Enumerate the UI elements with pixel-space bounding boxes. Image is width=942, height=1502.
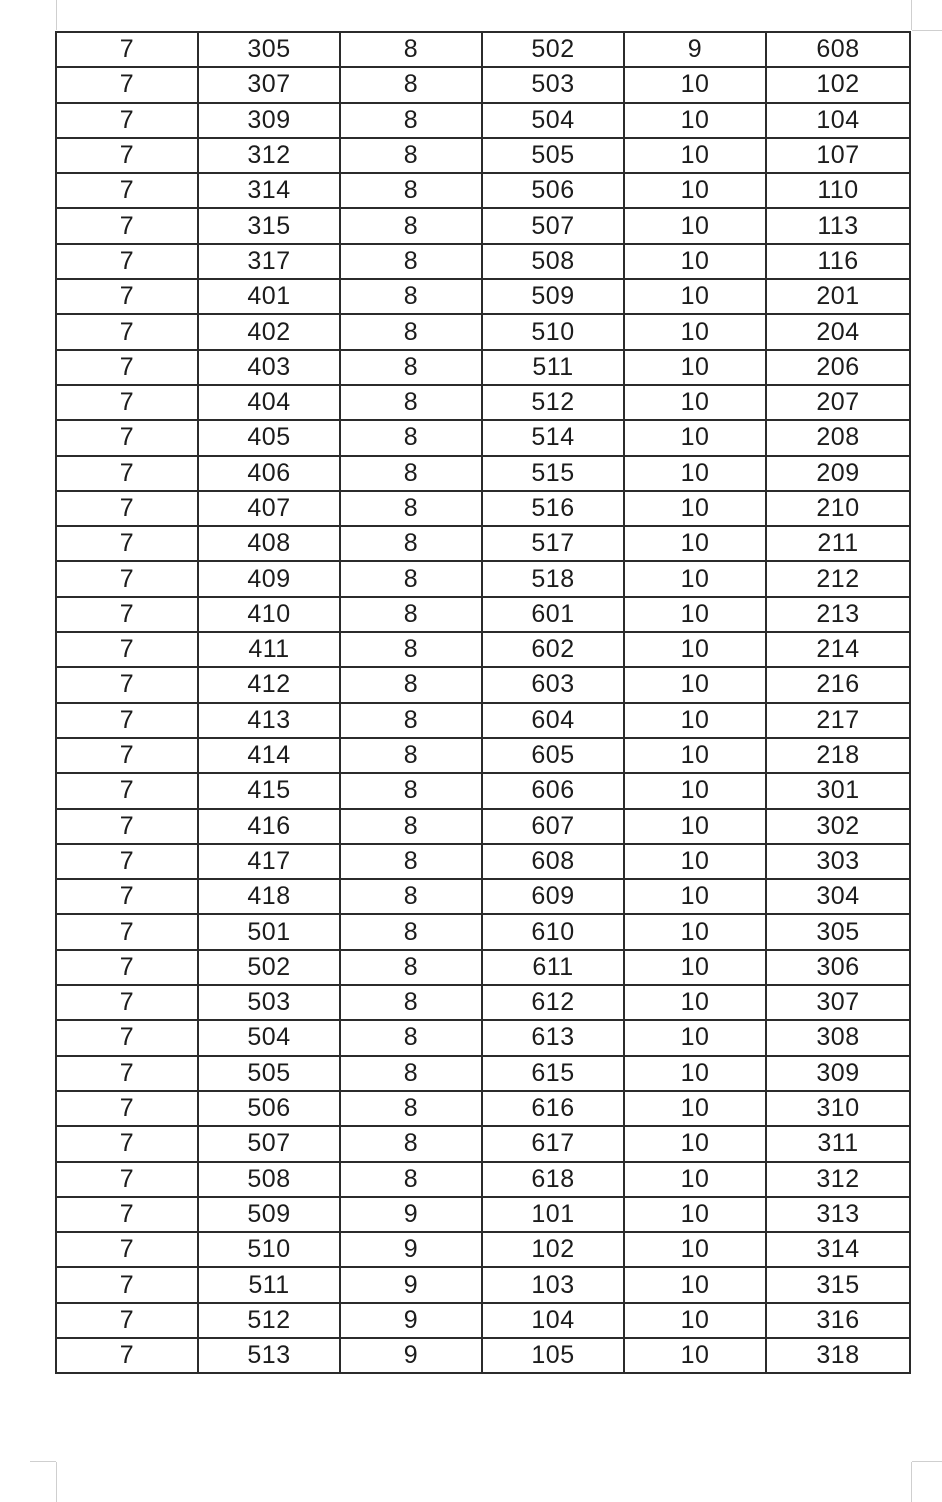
table-cell: 8 <box>340 67 482 102</box>
table-cell: 10 <box>624 103 766 138</box>
table-cell: 8 <box>340 526 482 561</box>
table-cell: 315 <box>766 1267 910 1302</box>
table-cell: 7 <box>56 1056 198 1091</box>
table-row <box>56 420 910 455</box>
table-cell: 407 <box>198 491 340 526</box>
table-cell: 8 <box>340 985 482 1020</box>
table-cell: 103 <box>482 1267 624 1302</box>
table-cell: 418 <box>198 879 340 914</box>
table-cell: 218 <box>766 738 910 773</box>
table-cell: 7 <box>56 1126 198 1161</box>
table-cell: 104 <box>766 103 910 138</box>
table-cell: 10 <box>624 244 766 279</box>
table-cell: 510 <box>198 1232 340 1267</box>
table-cell: 512 <box>482 385 624 420</box>
table-cell: 10 <box>624 738 766 773</box>
table-row <box>56 597 910 632</box>
table-cell: 8 <box>340 385 482 420</box>
table-cell: 102 <box>766 67 910 102</box>
table-cell: 610 <box>482 914 624 949</box>
table-cell: 10 <box>624 914 766 949</box>
table-cell: 414 <box>198 738 340 773</box>
table-cell: 8 <box>340 844 482 879</box>
table-cell: 511 <box>198 1267 340 1302</box>
table-cell: 7 <box>56 667 198 702</box>
table-cell: 10 <box>624 1197 766 1232</box>
table-cell: 10 <box>624 279 766 314</box>
table-cell: 518 <box>482 561 624 596</box>
table-cell: 508 <box>482 244 624 279</box>
table-row <box>56 1197 910 1232</box>
table-cell: 7 <box>56 1303 198 1338</box>
table-row <box>56 244 910 279</box>
table-cell: 307 <box>766 985 910 1020</box>
table-cell: 10 <box>624 350 766 385</box>
table-cell: 7 <box>56 1162 198 1197</box>
table-cell: 9 <box>624 32 766 67</box>
table-cell: 605 <box>482 738 624 773</box>
table-cell: 7 <box>56 773 198 808</box>
table-cell: 611 <box>482 950 624 985</box>
data-table <box>55 31 911 1374</box>
crop-mark-bottom-left-horizontal <box>30 1461 56 1462</box>
table-cell: 602 <box>482 632 624 667</box>
table-cell: 7 <box>56 350 198 385</box>
table-cell: 8 <box>340 561 482 596</box>
table-row <box>56 1338 910 1373</box>
table-cell: 7 <box>56 738 198 773</box>
table-cell: 7 <box>56 844 198 879</box>
table-cell: 509 <box>482 279 624 314</box>
table-row <box>56 985 910 1020</box>
crop-mark-top-right-horizontal <box>912 30 942 31</box>
table-cell: 10 <box>624 950 766 985</box>
table-cell: 606 <box>482 773 624 808</box>
table-cell: 10 <box>624 597 766 632</box>
table-cell: 7 <box>56 138 198 173</box>
table-cell: 411 <box>198 632 340 667</box>
table-cell: 8 <box>340 420 482 455</box>
table-cell: 101 <box>482 1197 624 1232</box>
table-cell: 10 <box>624 1162 766 1197</box>
table-cell: 503 <box>198 985 340 1020</box>
table-cell: 601 <box>482 597 624 632</box>
table-cell: 307 <box>198 67 340 102</box>
table-row <box>56 738 910 773</box>
table-cell: 403 <box>198 350 340 385</box>
table-cell: 8 <box>340 1162 482 1197</box>
table-cell: 110 <box>766 173 910 208</box>
table-row <box>56 773 910 808</box>
table-row <box>56 208 910 243</box>
table-cell: 10 <box>624 985 766 1020</box>
table-cell: 8 <box>340 773 482 808</box>
table-cell: 7 <box>56 314 198 349</box>
table-row <box>56 173 910 208</box>
table-cell: 406 <box>198 456 340 491</box>
table-cell: 616 <box>482 1091 624 1126</box>
table-cell: 208 <box>766 420 910 455</box>
table-row <box>56 314 910 349</box>
table-cell: 8 <box>340 632 482 667</box>
table-row <box>56 456 910 491</box>
table-cell: 10 <box>624 173 766 208</box>
table-cell: 314 <box>766 1232 910 1267</box>
table-cell: 216 <box>766 667 910 702</box>
table-cell: 8 <box>340 950 482 985</box>
table-row <box>56 1162 910 1197</box>
table-row <box>56 1126 910 1161</box>
table-cell: 413 <box>198 703 340 738</box>
table-cell: 608 <box>766 32 910 67</box>
table-cell: 10 <box>624 1056 766 1091</box>
table-cell: 8 <box>340 597 482 632</box>
table-cell: 10 <box>624 1126 766 1161</box>
table-cell: 8 <box>340 314 482 349</box>
table-cell: 315 <box>198 208 340 243</box>
table-cell: 416 <box>198 809 340 844</box>
table-cell: 312 <box>766 1162 910 1197</box>
table-row <box>56 526 910 561</box>
table-cell: 116 <box>766 244 910 279</box>
table-cell: 7 <box>56 385 198 420</box>
table-cell: 8 <box>340 667 482 702</box>
table-row <box>56 32 910 67</box>
table-cell: 505 <box>198 1056 340 1091</box>
crop-mark-bottom-right-vertical <box>911 1462 912 1502</box>
table-row <box>56 1303 910 1338</box>
table-cell: 10 <box>624 1267 766 1302</box>
table-cell: 7 <box>56 703 198 738</box>
table-cell: 8 <box>340 456 482 491</box>
table-cell: 201 <box>766 279 910 314</box>
table-cell: 508 <box>198 1162 340 1197</box>
table-cell: 409 <box>198 561 340 596</box>
table-cell: 8 <box>340 738 482 773</box>
table-cell: 517 <box>482 526 624 561</box>
table-cell: 309 <box>198 103 340 138</box>
table-cell: 308 <box>766 1020 910 1055</box>
table-cell: 8 <box>340 491 482 526</box>
table-cell: 412 <box>198 667 340 702</box>
table-cell: 10 <box>624 844 766 879</box>
table-cell: 513 <box>198 1338 340 1373</box>
table-cell: 7 <box>56 491 198 526</box>
table-cell: 502 <box>482 32 624 67</box>
table-cell: 7 <box>56 1267 198 1302</box>
table-cell: 314 <box>198 173 340 208</box>
table-cell: 612 <box>482 985 624 1020</box>
table-cell: 10 <box>624 561 766 596</box>
table-cell: 8 <box>340 809 482 844</box>
table-cell: 404 <box>198 385 340 420</box>
table-row <box>56 491 910 526</box>
table-cell: 10 <box>624 1303 766 1338</box>
table-cell: 506 <box>482 173 624 208</box>
table-cell: 10 <box>624 1232 766 1267</box>
table-cell: 312 <box>198 138 340 173</box>
table-row <box>56 950 910 985</box>
table-cell: 206 <box>766 350 910 385</box>
table-cell: 604 <box>482 703 624 738</box>
table-cell: 214 <box>766 632 910 667</box>
table-cell: 304 <box>766 879 910 914</box>
table-cell: 408 <box>198 526 340 561</box>
table-cell: 217 <box>766 703 910 738</box>
table-cell: 7 <box>56 1232 198 1267</box>
table-cell: 7 <box>56 914 198 949</box>
table-cell: 512 <box>198 1303 340 1338</box>
table-cell: 10 <box>624 703 766 738</box>
table-row <box>56 1232 910 1267</box>
table-cell: 10 <box>624 809 766 844</box>
table-cell: 211 <box>766 526 910 561</box>
table-cell: 7 <box>56 67 198 102</box>
table-cell: 402 <box>198 314 340 349</box>
table-cell: 603 <box>482 667 624 702</box>
table-cell: 301 <box>766 773 910 808</box>
table-cell: 213 <box>766 597 910 632</box>
table-row <box>56 138 910 173</box>
table-cell: 9 <box>340 1267 482 1302</box>
table-row <box>56 632 910 667</box>
table-cell: 608 <box>482 844 624 879</box>
table-cell: 516 <box>482 491 624 526</box>
table-cell: 10 <box>624 632 766 667</box>
table-cell: 305 <box>766 914 910 949</box>
table-cell: 10 <box>624 1091 766 1126</box>
table-row <box>56 1267 910 1302</box>
table-cell: 306 <box>766 950 910 985</box>
table-cell: 502 <box>198 950 340 985</box>
table-cell: 204 <box>766 314 910 349</box>
table-cell: 7 <box>56 456 198 491</box>
table-cell: 515 <box>482 456 624 491</box>
table-cell: 7 <box>56 244 198 279</box>
table-cell: 7 <box>56 173 198 208</box>
table-cell: 8 <box>340 1020 482 1055</box>
table-row <box>56 667 910 702</box>
table-cell: 7 <box>56 809 198 844</box>
table-cell: 10 <box>624 67 766 102</box>
table-row <box>56 1091 910 1126</box>
table-cell: 10 <box>624 456 766 491</box>
table-cell: 504 <box>482 103 624 138</box>
table-cell: 10 <box>624 491 766 526</box>
table-cell: 8 <box>340 32 482 67</box>
table-row <box>56 67 910 102</box>
table-row <box>56 385 910 420</box>
table-cell: 10 <box>624 208 766 243</box>
table-cell: 8 <box>340 279 482 314</box>
table-row <box>56 561 910 596</box>
table-cell: 8 <box>340 103 482 138</box>
table-cell: 318 <box>766 1338 910 1373</box>
table-cell: 113 <box>766 208 910 243</box>
table-cell: 7 <box>56 420 198 455</box>
table-row <box>56 809 910 844</box>
table-cell: 618 <box>482 1162 624 1197</box>
table-cell: 8 <box>340 138 482 173</box>
table-cell: 210 <box>766 491 910 526</box>
table-body <box>56 32 910 1373</box>
table-cell: 8 <box>340 208 482 243</box>
table-cell: 311 <box>766 1126 910 1161</box>
table-cell: 617 <box>482 1126 624 1161</box>
table-cell: 506 <box>198 1091 340 1126</box>
table-cell: 501 <box>198 914 340 949</box>
table-cell: 207 <box>766 385 910 420</box>
table-cell: 514 <box>482 420 624 455</box>
table-row <box>56 103 910 138</box>
table-cell: 9 <box>340 1303 482 1338</box>
table-cell: 7 <box>56 208 198 243</box>
table-row <box>56 879 910 914</box>
table-cell: 415 <box>198 773 340 808</box>
table-cell: 316 <box>766 1303 910 1338</box>
table-cell: 7 <box>56 950 198 985</box>
table-cell: 7 <box>56 1197 198 1232</box>
table-cell: 7 <box>56 1020 198 1055</box>
table-cell: 7 <box>56 526 198 561</box>
table-cell: 504 <box>198 1020 340 1055</box>
table-cell: 10 <box>624 773 766 808</box>
table-cell: 303 <box>766 844 910 879</box>
table-cell: 511 <box>482 350 624 385</box>
table-row <box>56 844 910 879</box>
table-cell: 7 <box>56 279 198 314</box>
table-cell: 7 <box>56 561 198 596</box>
table-cell: 510 <box>482 314 624 349</box>
table-cell: 10 <box>624 879 766 914</box>
table-cell: 10 <box>624 420 766 455</box>
table-cell: 10 <box>624 1020 766 1055</box>
table-cell: 212 <box>766 561 910 596</box>
table-cell: 405 <box>198 420 340 455</box>
table-cell: 310 <box>766 1091 910 1126</box>
table-cell: 607 <box>482 809 624 844</box>
table-cell: 10 <box>624 667 766 702</box>
table-row <box>56 703 910 738</box>
table-cell: 10 <box>624 1338 766 1373</box>
table-cell: 8 <box>340 1126 482 1161</box>
table-row <box>56 350 910 385</box>
table-cell: 503 <box>482 67 624 102</box>
table-cell: 7 <box>56 1338 198 1373</box>
table-cell: 7 <box>56 632 198 667</box>
table-cell: 417 <box>198 844 340 879</box>
table-cell: 507 <box>482 208 624 243</box>
crop-mark-bottom-right-horizontal <box>912 1461 942 1462</box>
table-cell: 401 <box>198 279 340 314</box>
table-cell: 7 <box>56 985 198 1020</box>
table-cell: 505 <box>482 138 624 173</box>
table-cell: 102 <box>482 1232 624 1267</box>
table-cell: 309 <box>766 1056 910 1091</box>
table-cell: 105 <box>482 1338 624 1373</box>
table-cell: 410 <box>198 597 340 632</box>
table-cell: 10 <box>624 138 766 173</box>
table-cell: 615 <box>482 1056 624 1091</box>
table-cell: 609 <box>482 879 624 914</box>
table-cell: 509 <box>198 1197 340 1232</box>
table-cell: 10 <box>624 526 766 561</box>
table-cell: 317 <box>198 244 340 279</box>
table-cell: 313 <box>766 1197 910 1232</box>
table-row <box>56 1056 910 1091</box>
table-cell: 7 <box>56 879 198 914</box>
table-cell: 107 <box>766 138 910 173</box>
table-cell: 8 <box>340 703 482 738</box>
table-cell: 10 <box>624 314 766 349</box>
table-row <box>56 1020 910 1055</box>
table-cell: 507 <box>198 1126 340 1161</box>
table-cell: 8 <box>340 1056 482 1091</box>
table-cell: 9 <box>340 1197 482 1232</box>
table-row <box>56 914 910 949</box>
table-cell: 8 <box>340 173 482 208</box>
table-cell: 209 <box>766 456 910 491</box>
crop-mark-top-right-vertical <box>911 0 912 30</box>
table-cell: 10 <box>624 385 766 420</box>
table-cell: 8 <box>340 879 482 914</box>
table-cell: 8 <box>340 350 482 385</box>
table-cell: 613 <box>482 1020 624 1055</box>
table-row <box>56 279 910 314</box>
table-cell: 7 <box>56 1091 198 1126</box>
table-cell: 7 <box>56 597 198 632</box>
table-cell: 104 <box>482 1303 624 1338</box>
table-cell: 7 <box>56 103 198 138</box>
crop-mark-bottom-left-vertical <box>56 1462 57 1502</box>
table-cell: 8 <box>340 1091 482 1126</box>
table-cell: 8 <box>340 244 482 279</box>
table-cell: 8 <box>340 914 482 949</box>
crop-mark-top-left <box>56 0 57 30</box>
table-cell: 9 <box>340 1338 482 1373</box>
table-cell: 9 <box>340 1232 482 1267</box>
table-cell: 302 <box>766 809 910 844</box>
table-cell: 7 <box>56 32 198 67</box>
table-cell: 305 <box>198 32 340 67</box>
